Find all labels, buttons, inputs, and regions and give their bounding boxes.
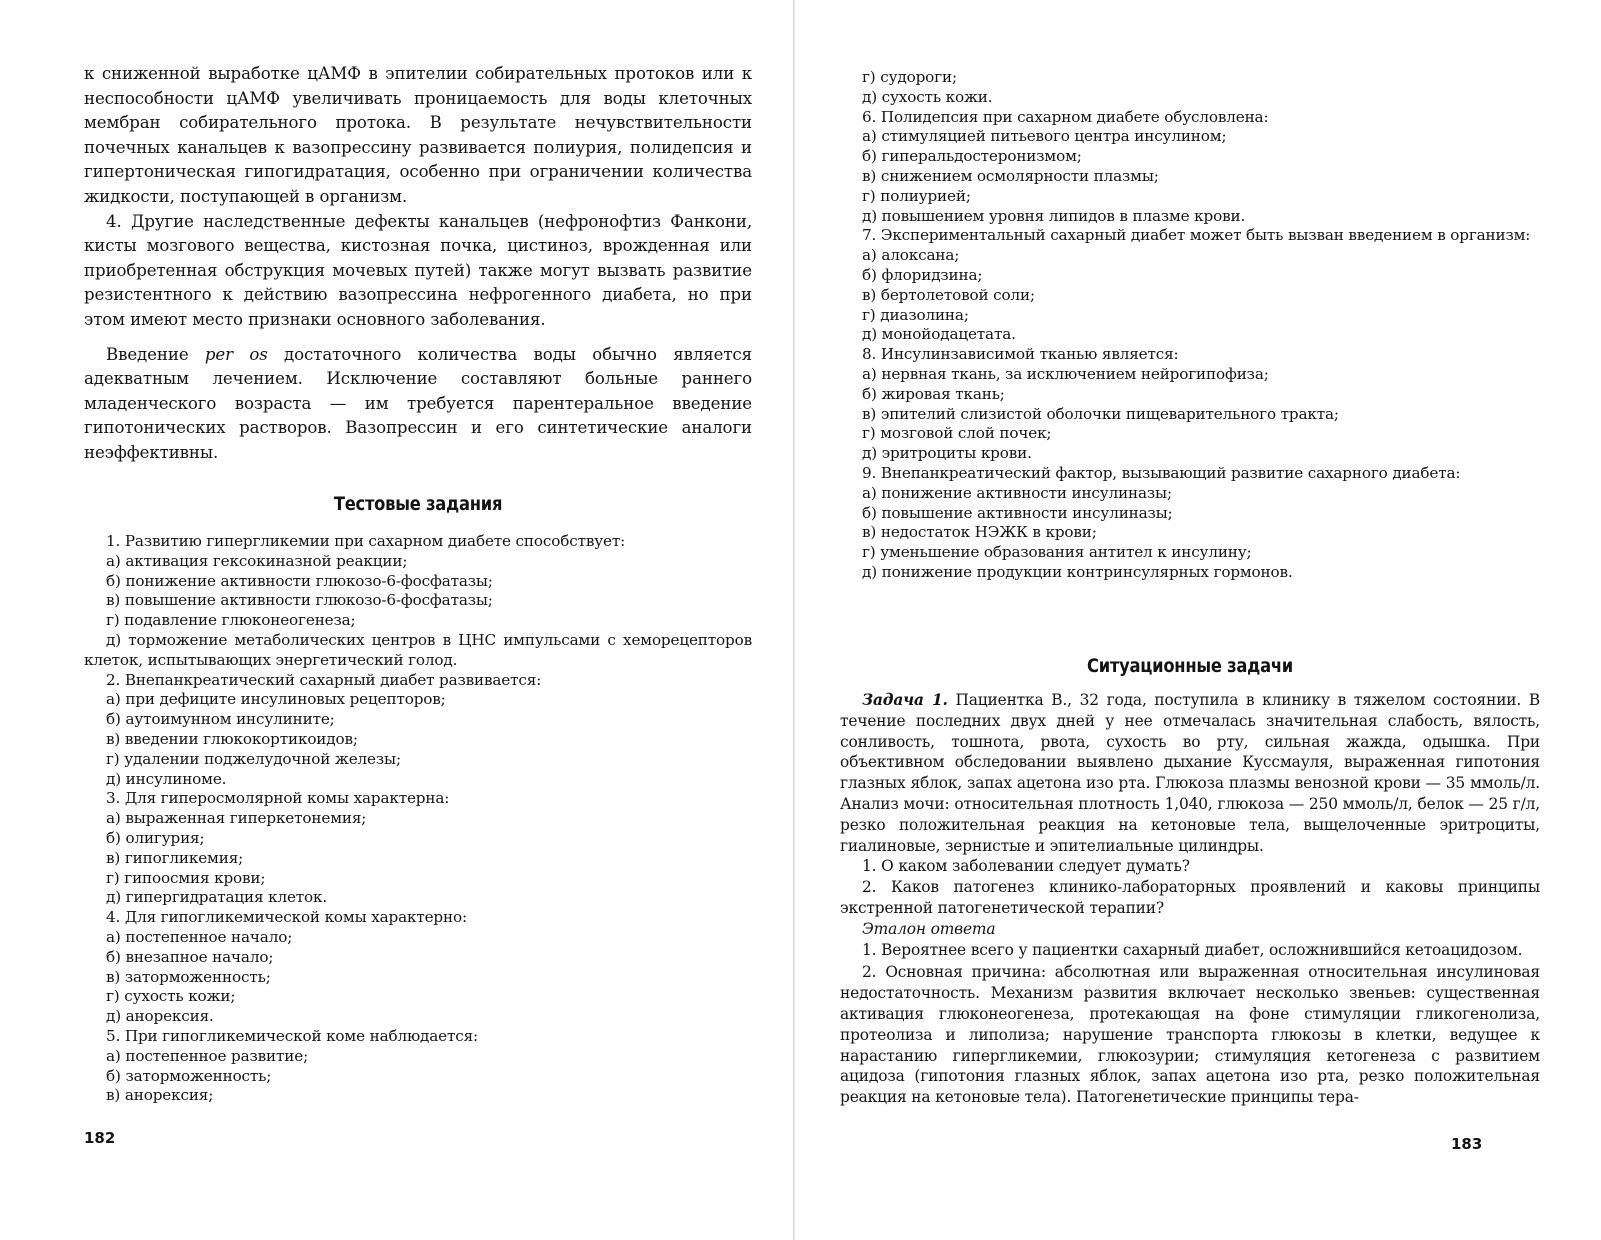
answer-2: 2. Основная причина: абсолютная или выраженная относительная инсулиновая недостаточность. Механизм развития включает несколько звеньев: существенная активация глюконеогенеза, протекающая на фоне стимуляции гликогенолиза, протеолиза и липолиза; нарушение транспорта глюкозы в клетки, ведущее к нарастанию гипергликемии, глюкозурии; стимуляция кетогенеза с развитием ацидоза (гипотония глазных яблок, запах ацетона изо рта, резко положительная реакция на кетоновые тела). Патогенетические принципы тера- [840, 963, 1540, 1107]
treatment-paragraph [84, 343, 752, 466]
test-answer: б) аутоимунном инсулините; [106, 710, 335, 729]
test-answer: г) сухость кожи; [106, 987, 236, 1006]
left-page [0, 0, 790, 1240]
test-answer: г) судороги; [862, 68, 957, 86]
test-question: 6. Полидепсия при сахарном диабете обусловлена: [862, 107, 1269, 126]
tasks-heading: Ситуационные задачи [1086, 655, 1293, 677]
test-answer: г) мозговой слой почек; [862, 424, 1052, 443]
test-question: 4. Для гипогликемической комы характерно: [106, 908, 467, 927]
test-answer: в) снижением осмолярности плазмы; [862, 166, 1159, 185]
task-label: Задача 1. [862, 691, 948, 709]
test-answer: д) понижение продукции контринсулярных гормонов. [862, 562, 1293, 581]
treatment-italic: per os [204, 344, 268, 364]
test-answer: д) инсулиноме. [106, 769, 227, 788]
test-answer: а) понижение активности инсулиназы; [862, 483, 1172, 502]
treatment-before: Введение [106, 344, 205, 364]
task-paragraph [840, 690, 1540, 856]
test-question: 5. При гипогликемической коме наблюдается: [106, 1026, 479, 1045]
test-question: 9. Внепанкреатический фактор, вызывающий развитие сахарного диабета: [862, 463, 1461, 482]
test-answer: г) диазолина; [862, 305, 969, 324]
test-answer: а) алоксана; [862, 246, 960, 265]
left-body [84, 62, 752, 466]
test-answer: а) постепенное начало; [106, 927, 293, 946]
test-answer: д) гипергидратация клеток. [106, 888, 328, 907]
left-tests-list [84, 532, 752, 1106]
test-question: 7. Экспериментальный сахарный диабет может быть вызван введением в организм: [862, 226, 1531, 245]
test-answer: в) введении глюкокортикоидов; [106, 729, 358, 748]
test-answer: д) монойодацетата. [862, 325, 1016, 344]
intro-paragraph: к сниженной выработке цАМФ в эпителии собирательных протоков или к неспособности цАМФ увеличивать проницаемость для воды клеточных мембран собирательного протока. В результате нечувствительности почечных канальцев к вазопрессину развивается полиурия, полидепсия и гипертоническая гипогидратация, особенно при ограничении количества жидкости, поступающей в организм. [84, 64, 752, 206]
page-number-right: 183 [1451, 1135, 1483, 1153]
test-answer: в) недостаток НЭЖК в крови; [862, 523, 1097, 542]
test-answer: а) выраженная гиперкетонемия; [106, 809, 367, 828]
test-answer: д) эритроциты крови. [862, 444, 1032, 463]
test-answer: б) заторможенность; [106, 1066, 272, 1085]
test-answer: б) олигурия; [106, 828, 205, 847]
test-answer: а) нервная ткань, за исключением нейрогипофиза; [862, 364, 1269, 383]
page-number-left: 182 [84, 1129, 116, 1147]
right-page [795, 0, 1601, 1240]
task-question-1: 1. О каком заболевании следует думать? [862, 857, 1190, 876]
test-answer: в) эпителий слизистой оболочки пищеварительного тракта; [862, 404, 1339, 423]
right-tests-list [840, 68, 1540, 583]
test-answer: г) гипоосмия крови; [106, 868, 266, 887]
test-answer: б) флоридзина; [862, 265, 983, 284]
tests-heading: Тестовые задания [333, 493, 503, 515]
test-answer: б) внезапное начало; [106, 947, 274, 966]
test-answer: в) повышение активности глюкозо-6-фосфатазы; [106, 591, 493, 610]
answer-label [840, 919, 1540, 940]
test-answer: б) гиперальдостеронизмом; [862, 147, 1082, 166]
task-text: Пациентка В., 32 года, поступила в клинику в тяжелом состоянии. В течение последних двух дней у нее отмечалась значительная слабость, вялость, сонливость, тошнота, рвота, сухость во рту, сильная жажда, одышка. При объективном обследовании выявлено дыхание Куссмауля, выраженная гипотония глазных яблок, запах ацетона изо рта. Глюкоза плазмы венозной крови — 35 ммоль/л. Анализ мочи: относительная плотность 1,040, глюкоза — 250 ммоль/л, белок — 25 г/л, резко положительная реакция на кетоновые тела, выщелоченные эритроциты, гиалиновые, зернистые и эпителиальные цилиндры. [840, 691, 1541, 855]
test-answer: в) заторможенность; [106, 967, 271, 986]
test-answer: а) постепенное развитие; [106, 1046, 309, 1065]
test-answer: в) бертолетовой соли; [862, 285, 1035, 304]
test-answer: д) торможение метаболических центров в ЦНС импульсами с хеморецепторов клеток, испытывающих энергетический голод. [84, 630, 752, 669]
test-answer: а) при дефиците инсулиновых рецепторов; [106, 690, 446, 709]
test-answer: г) удалении поджелудочной железы; [106, 749, 401, 768]
test-question: 2. Внепанкреатический сахарный диабет развивается: [106, 670, 542, 689]
answer-label-text: Эталон ответа [862, 919, 996, 938]
test-answer: г) подавление глюконеогенеза; [106, 611, 356, 630]
tests-section [84, 493, 752, 515]
tasks-section [840, 655, 1540, 677]
treatment-after: достаточного количества воды обычно является адекватным лечением. Исключение составляют больные раннего младенческого возраста — им требуется парентеральное введение гипотонических растворов. Вазопрессин и его синтетические аналоги неэффективны. [84, 344, 752, 462]
test-answer: д) сухость кожи. [862, 87, 993, 106]
answer-1: 1. Вероятнее всего у пациентки сахарный диабет, осложнившийся кетоацидозом. [862, 940, 1523, 959]
test-answer: г) уменьшение образования антител к инсулину; [862, 543, 1252, 562]
task-question-2: 2. Каков патогенез клинико-лабораторных проявлений и каковы принципы экстренной патогенетической терапии? [840, 878, 1540, 917]
test-answer: д) повышением уровня липидов в плазме крови. [862, 206, 1246, 225]
test-answer: а) активация гексокиназной реакции; [106, 551, 408, 570]
test-question: 3. Для гиперосмолярной комы характерна: [106, 789, 450, 808]
test-answer: б) жировая ткань; [862, 384, 1005, 403]
test-answer: а) стимуляцией питьевого центра инсулином; [862, 127, 1227, 146]
test-answer: д) анорексия. [106, 1007, 214, 1026]
test-answer: б) понижение активности глюкозо-6-фосфатазы; [106, 571, 493, 590]
test-question: 1. Развитию гипергликемии при сахарном диабете способствует: [106, 532, 626, 550]
task-1 [840, 690, 1540, 1108]
test-answer: г) полиурией; [862, 186, 971, 205]
test-answer: б) повышение активности инсулиназы; [862, 503, 1173, 522]
test-question: 8. Инсулинзависимой тканью является: [862, 345, 1179, 364]
test-answer: в) анорексия; [106, 1086, 214, 1105]
test-answer: в) гипогликемия; [106, 848, 244, 867]
point-4-paragraph: 4. Другие наследственные дефекты канальцев (нефронофтиз Фанкони, кисты мозгового вещества, кистозная почка, цистиноз, врожденная или приобретенная обструкция мочевых путей) также могут вызвать развитие резистентного к действию вазопрессина нефрогенного диабета, но при этом имеют место признаки основного заболевания. [84, 211, 752, 329]
